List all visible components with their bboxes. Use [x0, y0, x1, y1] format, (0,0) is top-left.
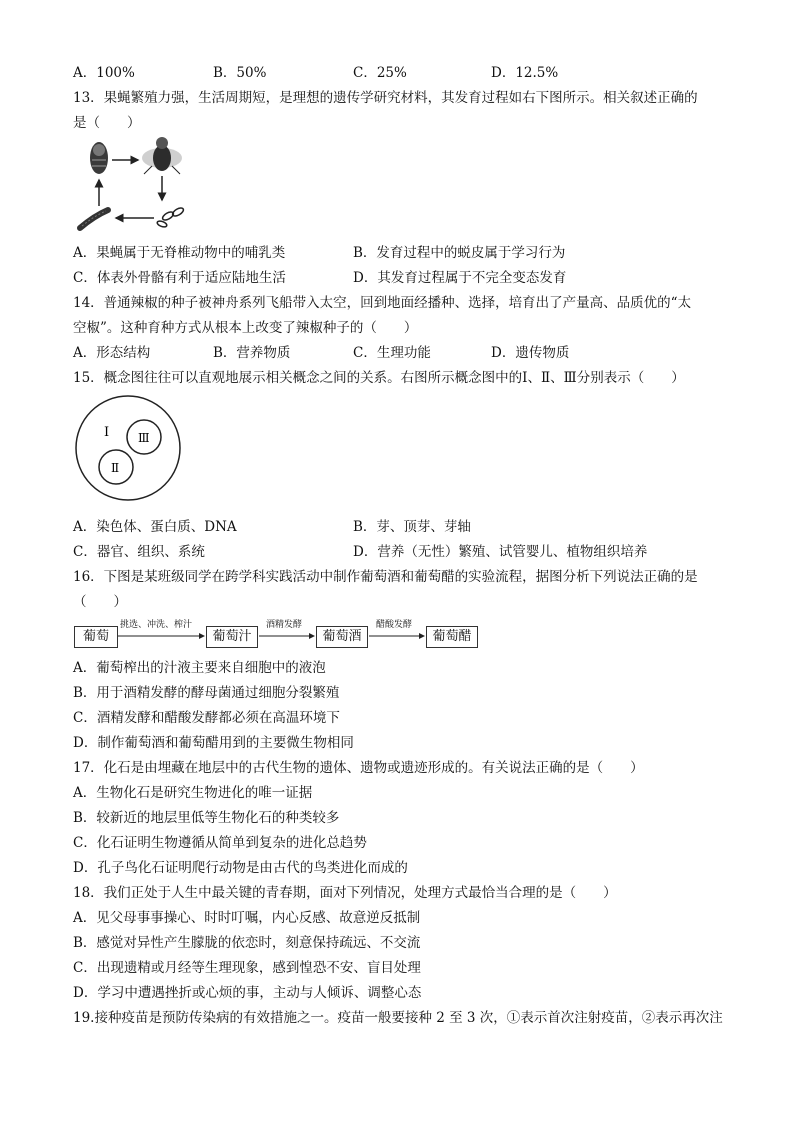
- q15-option-d: D．营养（无性）繁殖、试管婴儿、植物组织培养: [353, 544, 648, 560]
- q13-option-d: D．其发育过程属于不完全变态发育: [353, 270, 567, 286]
- q17-option-b: B．较新近的地层里低等生物化石的种类较多: [73, 810, 340, 826]
- label-small-right: Ⅲ: [138, 431, 150, 445]
- flow-box-grape: 葡萄: [74, 626, 118, 648]
- q14-option-d: D．遗传物质: [491, 345, 570, 361]
- label-outer: Ⅰ: [104, 425, 110, 440]
- flow-arrows: [74, 618, 484, 648]
- q16-stem-line1: 16．下图是某班级同学在跨学科实践活动中制作葡萄酒和葡萄醋的实验流程，据图分析下列说法正确的是: [73, 569, 698, 585]
- eggs-icon: [156, 206, 184, 228]
- q17-option-d: D．孔子鸟化石证明爬行动物是由古代的鸟类进化而成的: [73, 860, 408, 876]
- q17-stem-line1: 17．化石是由埋藏在地层中的古代生物的遗体、遗物或遗迹形成的。有关说法正确的是（ ）: [73, 760, 644, 776]
- q15-option-b: B．芽、顶芽、芽轴: [353, 519, 471, 535]
- flow-box-grape-vinegar: 葡萄醋: [426, 626, 478, 648]
- q15-options-row2: [73, 543, 733, 561]
- fermentation-flowchart: [74, 618, 484, 648]
- q17-option-c: C．化石证明生物遵循从简单到复杂的进化总趋势: [73, 835, 367, 851]
- q15-option-a: A．染色体、蛋白质、DNA: [73, 519, 237, 535]
- q15-option-c: C．器官、组织、系统: [73, 544, 205, 560]
- circle-outer: [76, 396, 180, 500]
- q16-option-a: A．葡萄榨出的汁液主要来自细胞中的液泡: [73, 660, 326, 676]
- q19-stem-line1: 19.接种疫苗是预防传染病的有效措施之一。疫苗一般要接种 2 至 3 次，①表示首次注射疫苗，②表示再次注: [73, 1010, 723, 1026]
- q15-options-row1: [73, 518, 733, 536]
- q18-stem-line1: 18．我们正处于人生中最关键的青春期，面对下列情况，处理方式最恰当合理的是（ ）: [73, 885, 617, 901]
- q14-option-c: C．生理功能: [353, 345, 431, 361]
- q17-option-a: A．生物化石是研究生物进化的唯一证据: [73, 785, 313, 801]
- q13-option-c: C．体表外骨骼有利于适应陆地生活: [73, 270, 286, 286]
- adult-fly-icon: [142, 137, 182, 174]
- flow-box-grape-wine: 葡萄酒: [316, 626, 368, 648]
- q13-options-row1: [73, 244, 733, 262]
- fruit-fly-life-cycle-figure: [74, 136, 194, 234]
- pupa-icon: [90, 142, 108, 174]
- larva-icon: [80, 210, 108, 228]
- q12-option-a: A．100%: [73, 65, 135, 81]
- q13-stem-line2: 是（ ）: [73, 115, 141, 131]
- q15-stem-line1: 15．概念图往往可以直观地展示相关概念之间的关系。右图所示概念图中的Ⅰ、Ⅱ、Ⅲ分别表示（ ）: [73, 370, 685, 386]
- q13-stem-line1: 13．果蝇繁殖力强，生活周期短，是理想的遗传学研究材料，其发育过程如右下图所示。相关叙述正确的: [73, 90, 698, 106]
- flow-arrow-label-3: 醋酸发酵: [376, 620, 413, 630]
- q14-options: [73, 344, 733, 362]
- q18-option-d: D．学习中遭遇挫折或心烦的事，主动与人倾诉、调整心态: [73, 985, 422, 1001]
- q12-option-d: D．12.5%: [491, 65, 559, 81]
- label-small-left: Ⅱ: [111, 461, 120, 475]
- q12-option-c: C．25%: [353, 65, 407, 81]
- q14-stem-line1: 14．普通辣椒的种子被神舟系列飞船带入太空，回到地面经播种、选择，培育出了产量高、品质优的“太: [73, 295, 692, 311]
- q18-option-b: B．感觉对异性产生朦胧的依恋时，刻意保持疏远、不交流: [73, 935, 421, 951]
- q18-option-a: A．见父母事事操心、时时叮嘱，内心反感、故意逆反抵制: [73, 910, 421, 926]
- flow-arrow-label-2: 酒精发酵: [266, 620, 303, 630]
- concept-circle-diagram: [74, 394, 184, 504]
- q16-option-b: B．用于酒精发酵的酵母菌通过细胞分裂繁殖: [73, 685, 340, 701]
- q18-option-c: C．出现遗精或月经等生理现象，感到惶恐不安、盲目处理: [73, 960, 421, 976]
- q13-option-b: B．发育过程中的蜕皮属于学习行为: [353, 245, 566, 261]
- q14-stem-line2: 空椒”。这种育种方式从根本上改变了辣椒种子的（ ）: [73, 320, 418, 336]
- q16-stem-line2: （ ）: [73, 594, 127, 610]
- q13-option-a: A．果蝇属于无脊椎动物中的哺乳类: [73, 245, 286, 261]
- q16-option-c: C．酒精发酵和醋酸发酵都必须在高温环境下: [73, 710, 340, 726]
- flow-box-grape-juice: 葡萄汁: [206, 626, 258, 648]
- q13-options-row2: [73, 269, 733, 287]
- q14-option-b: B．营养物质: [213, 345, 291, 361]
- q12-options: [73, 64, 733, 82]
- q12-option-b: B．50%: [213, 65, 267, 81]
- q14-option-a: A．形态结构: [73, 345, 151, 361]
- flow-arrow-label-1: 挑选、冲洗、榨汁: [120, 620, 193, 630]
- q16-option-d: D．制作葡萄酒和葡萄醋用到的主要微生物相同: [73, 735, 354, 751]
